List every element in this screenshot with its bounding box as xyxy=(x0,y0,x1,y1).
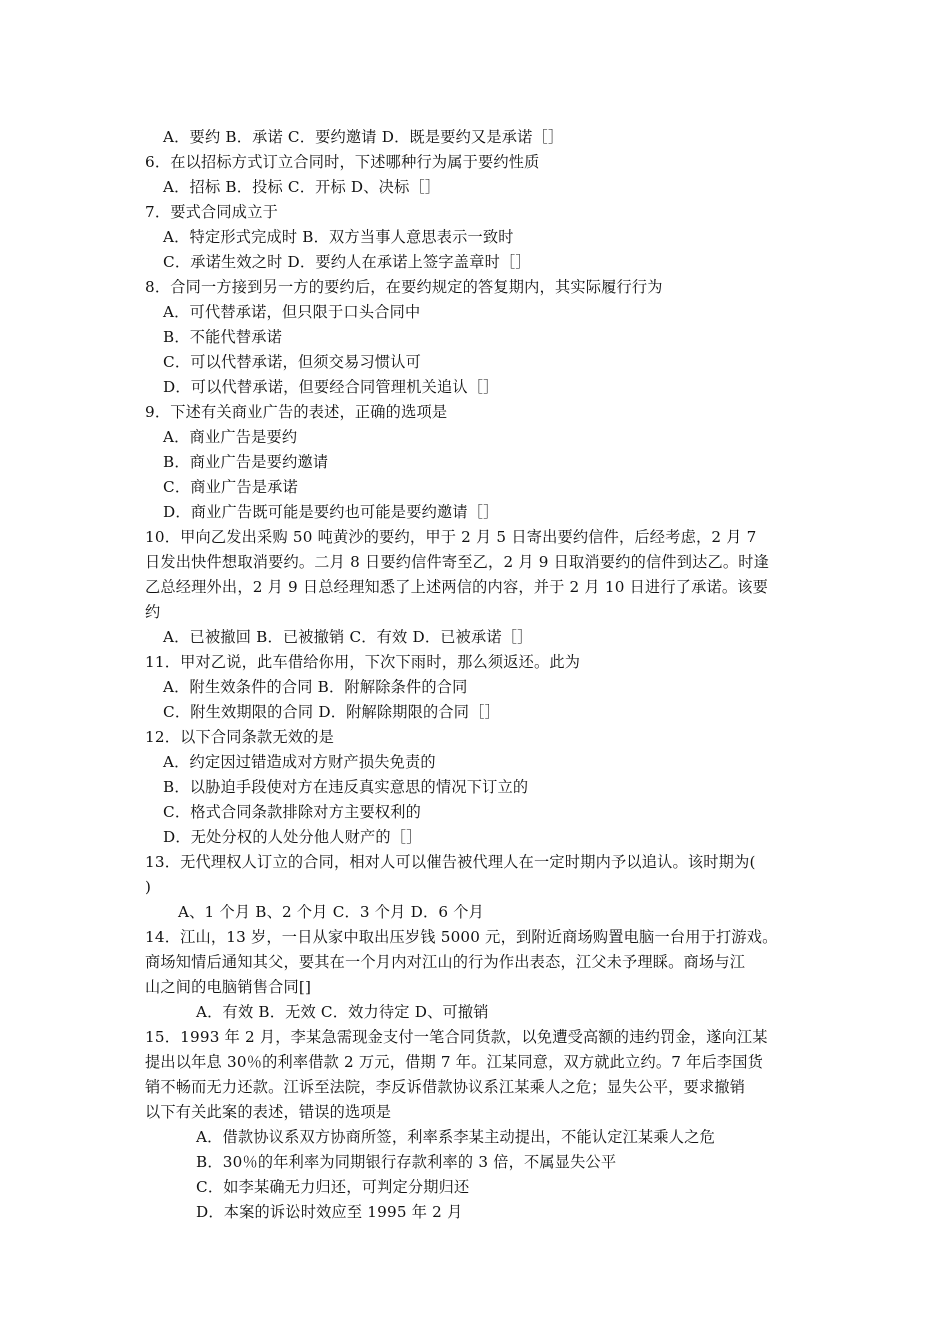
q12-stem: 12．以下合同条款无效的是 xyxy=(145,728,334,746)
q14-stem-line1: 14．江山，13 岁，一日从家中取出压岁钱 5000 元，到附近商场购置电脑一台用于打游戏。 xyxy=(145,928,778,946)
q15-stem-line4: 以下有关此案的表述，错误的选项是 xyxy=(145,1103,392,1121)
q12-option-c: C．格式合同条款排除对方主要权利的 xyxy=(163,803,422,821)
q13-options: A、1 个月 B、2 个月 C．3 个月 D．6 个月 xyxy=(178,903,485,921)
q5-options: A．要约 B．承诺 C．要约邀请 D．既是要约又是承诺［］ xyxy=(163,128,564,146)
q15-option-c: C．如李某确无力归还，可判定分期归还 xyxy=(196,1178,470,1196)
q7-options-ab: A．特定形式完成时 B．双方当事人意思表示一致时 xyxy=(163,228,514,246)
q8-option-b: B．不能代替承诺 xyxy=(163,328,283,346)
q10-options: A．已被撤回 B．已被撤销 C．有效 D．已被承诺［］ xyxy=(163,628,533,646)
q7-stem: 7．要式合同成立于 xyxy=(145,203,278,221)
q11-options-cd: C．附生效期限的合同 D．附解除期限的合同［］ xyxy=(163,703,500,721)
q11-options-ab: A．附生效条件的合同 B．附解除条件的合同 xyxy=(163,678,468,696)
q10-stem-line3: 乙总经理外出，2 月 9 日总经理知悉了上述两信的内容，并于 2 月 10 日进行了承诺。该要 xyxy=(145,578,769,596)
q9-option-a: A．商业广告是要约 xyxy=(163,428,298,446)
q10-stem-line1: 10．甲向乙发出采购 50 吨黄沙的要约，甲于 2 月 5 日寄出要约信件，后经考虑，2 月 7 xyxy=(145,528,757,546)
q9-stem: 9．下述有关商业广告的表述，正确的选项是 xyxy=(145,403,448,421)
q15-option-d: D．本案的诉讼时效应至 1995 年 2 月 xyxy=(196,1203,463,1221)
q9-option-c: C．商业广告是承诺 xyxy=(163,478,298,496)
q15-stem-line3: 销不畅而无力还款。江诉至法院，李反诉借款协议系江某乘人之危；显失公平，要求撤销 xyxy=(145,1078,746,1096)
q6-stem: 6．在以招标方式订立合同时，下述哪种行为属于要约性质 xyxy=(145,153,540,171)
q15-stem-line1: 15．1993 年 2 月，李某急需现金支付一笔合同货款，以免遭受高额的违约罚金，遂向江某 xyxy=(145,1028,768,1046)
q14-options: A．有效 B．无效 C．效力待定 D、可撤销 xyxy=(196,1003,489,1021)
q14-stem-line2: 商场知情后通知其父，要其在一个月内对江山的行为作出表态，江父未予理睬。商场与江 xyxy=(145,953,746,971)
q15-option-a: A．借款协议系双方协商所签，利率系李某主动提出，不能认定江某乘人之危 xyxy=(196,1128,715,1146)
q9-option-d: D．商业广告既可能是要约也可能是要约邀请［］ xyxy=(163,503,499,521)
q12-option-b: B．以胁迫手段使对方在违反真实意思的情况下订立的 xyxy=(163,778,529,796)
q15-option-b: B．30％的年利率为同期银行存款利率的 3 倍，不属显失公平 xyxy=(196,1153,617,1171)
q13-stem-line2: ) xyxy=(145,878,152,896)
q10-stem-line2: 日发出快件想取消要约。二月 8 日要约信件寄至乙，2 月 9 日取消要约的信件到达乙。时逢 xyxy=(145,553,770,571)
q8-option-c: C．可以代替承诺，但须交易习惯认可 xyxy=(163,353,422,371)
q10-stem-line4: 约 xyxy=(145,603,161,621)
q15-stem-line2: 提出以年息 30％的利率借款 2 万元，借期 7 年。江某同意，双方就此立约。7 年后李国货 xyxy=(145,1053,764,1071)
q8-stem: 8．合同一方接到另一方的要约后，在要约规定的答复期内，其实际履行行为 xyxy=(145,278,663,296)
q12-option-d: D．无处分权的人处分他人财产的［］ xyxy=(163,828,422,846)
q8-option-d: D．可以代替承诺，但要经合同管理机关追认［］ xyxy=(163,378,499,396)
q8-option-a: A．可代替承诺，但只限于口头合同中 xyxy=(163,303,421,321)
q9-option-b: B．商业广告是要约邀请 xyxy=(163,453,329,471)
q14-stem-line3: 山之间的电脑销售合同[] xyxy=(145,978,312,996)
q6-options: A．招标 B．投标 C．开标 D、决标［］ xyxy=(163,178,441,196)
q13-stem-line1: 13．无代理权人订立的合同，相对人可以催告被代理人在一定时期内予以追认。该时期为( xyxy=(145,853,756,871)
q7-options-cd: C．承诺生效之时 D．要约人在承诺上签字盖章时［］ xyxy=(163,253,531,271)
q12-option-a: A．约定因过错造成对方财产损失免责的 xyxy=(163,753,436,771)
q11-stem: 11．甲对乙说，此车借给你用，下次下雨时，那么须返还。此为 xyxy=(145,653,581,671)
